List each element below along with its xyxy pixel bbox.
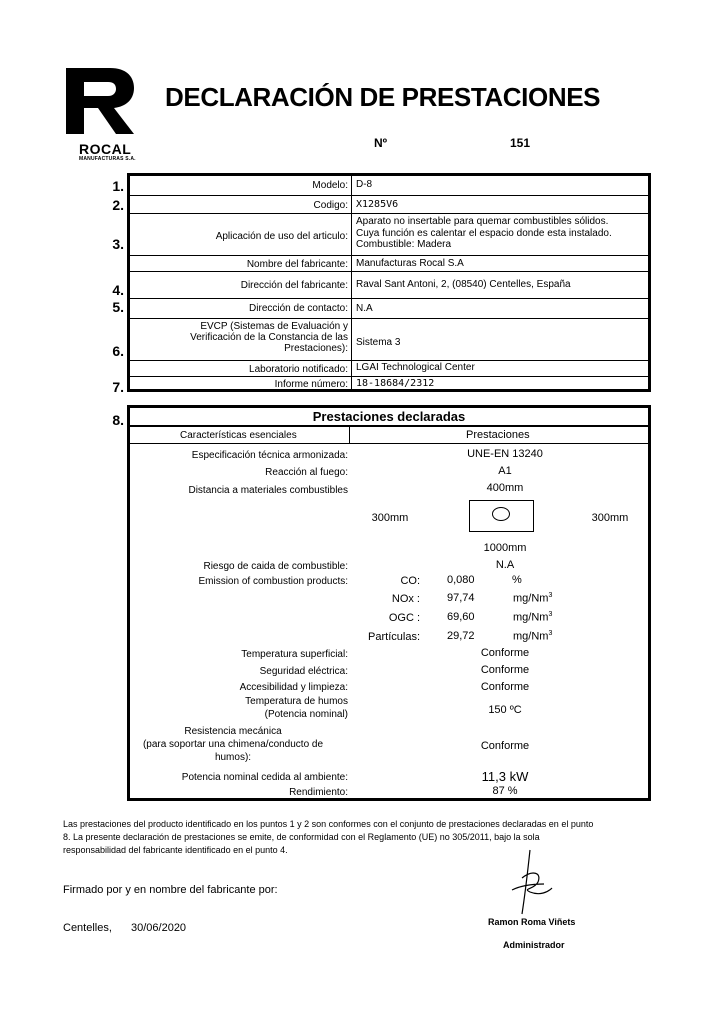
table-row [130, 318, 648, 361]
emission-name: CO: [400, 575, 420, 587]
distance-top: 400mm [486, 482, 524, 494]
lab-value: LGAI Technological Center [356, 362, 475, 373]
access-label: Accesibilidad y limpieza: [239, 682, 348, 693]
evcp-label-line: EVCP (Sistemas de Evaluación y [200, 321, 348, 332]
emission-value: 0,080 [447, 574, 475, 586]
model-value: D-8 [356, 179, 373, 190]
application-line: Combustible: Madera [356, 239, 452, 250]
mech-resistance-label-line: humos): [214, 752, 252, 763]
brand-name: ROCAL [79, 141, 132, 157]
mech-resistance-value: Conforme [480, 740, 530, 752]
emission-name: NOx : [391, 593, 420, 605]
yield-label: Rendimiento: [289, 787, 348, 798]
code-value: X1285V6 [356, 199, 399, 210]
emission-value: 69,60 [447, 611, 475, 623]
signed-by-text: Firmado por y en nombre del fabricante por: [63, 884, 278, 896]
distance-right: 300mm [591, 512, 629, 524]
fall-risk-label: Riesgo de caida de combustible: [203, 561, 348, 572]
emission-unit: % [512, 574, 522, 586]
row-number: 5. [112, 299, 124, 315]
row-number: 7. [112, 379, 124, 395]
performance-table [127, 405, 651, 801]
column-header-performance: Prestaciones [466, 429, 530, 441]
manufacturer-address-label: Dirección del fabricante: [240, 280, 348, 291]
power-label: Potencia nominal cedida al ambiente: [181, 772, 348, 783]
table-header-row [130, 427, 648, 444]
contact-address-label: Dirección de contacto: [249, 303, 348, 314]
smoke-temp-label-line: (Potencia nominal) [264, 709, 348, 720]
access-value: Conforme [480, 681, 530, 693]
evcp-label-line: Verificación de la Constancia de las [190, 332, 348, 343]
report-value: 18-18684/2312 [356, 378, 435, 389]
emission-value: 97,74 [447, 592, 475, 604]
signer-role: Administrador [503, 940, 565, 950]
surface-temp-value: Conforme [480, 647, 530, 659]
row-number: 3. [112, 236, 124, 252]
emission-name: OGC : [388, 612, 420, 624]
distance-label: Distancia a materiales combustibles [188, 485, 348, 496]
date: 30/06/2020 [131, 922, 187, 934]
column-header-characteristics: Características esenciales [180, 430, 297, 441]
emission-value: 29,72 [447, 630, 475, 642]
electric-safety-value: Conforme [480, 664, 530, 676]
performance-heading: Prestaciones declaradas [130, 408, 648, 427]
legal-line: responsabilidad del fabricante identificado en el punto 4. [63, 845, 288, 855]
fall-risk-value: N.A [495, 559, 515, 571]
fire-value: A1 [498, 465, 512, 477]
brand-subtitle: MANUFACTURAS S.A. [79, 156, 136, 162]
yield-value: 87 % [492, 785, 518, 797]
legal-statement [63, 818, 663, 857]
row-number: 4. [112, 282, 124, 298]
emission-unit: mg/Nm$^3$ [513, 592, 553, 605]
manufacturer-name-label: Nombre del fabricante: [246, 259, 348, 270]
table-row [130, 195, 648, 214]
legal-line: Las prestaciones del producto identificado en los puntos 1 y 2 son conformes con el conjunto de prestaciones declaradas en el punto [63, 819, 594, 829]
table-row [130, 376, 648, 390]
application-label: Aplicación de uso del articulo: [215, 231, 348, 242]
row-number: 1. [112, 178, 124, 194]
emission-unit: mg/Nm$^3$ [513, 611, 553, 624]
table-row [130, 176, 648, 195]
manufacturer-address-value: Raval Sant Antoni, 2, (08540) Centelles, España [356, 279, 571, 290]
place: Centelles, [63, 922, 112, 934]
electric-safety-label: Seguridad eléctrica: [259, 666, 348, 677]
contact-address-value: N.A [356, 303, 373, 314]
smoke-temp-label [245, 695, 348, 721]
mech-resistance-label-line: (para soportar una chimena/conducto de [142, 739, 324, 750]
application-line: Cuya función es calentar el espacio donde esta instalado. [356, 227, 612, 239]
rocal-logo [64, 66, 136, 136]
identification-table [127, 173, 651, 392]
code-label: Codigo: [313, 200, 348, 211]
fire-label: Reacción al fuego: [265, 467, 348, 478]
model-label: Modelo: [312, 180, 348, 191]
spec-value: UNE-EN 13240 [467, 448, 543, 460]
document-title: DECLARACIÓN DE PRESTACIONES [165, 82, 601, 112]
application-line: Aparato no insertable para quemar combustibles sólidos. [356, 216, 609, 227]
evcp-label-line: Prestaciones): [284, 343, 348, 354]
handwritten-signature [508, 848, 554, 916]
number-value: 151 [510, 136, 531, 150]
stove-diagram [469, 500, 534, 532]
spec-label: Especificación técnica armonizada: [191, 450, 348, 461]
table-row [130, 213, 648, 256]
stove-circle-icon [492, 507, 510, 521]
legal-line: 8. La presente declaración de prestaciones se emite, de conformidad con el Reglamento (UE) no 305/2011, bajo la sola [63, 832, 540, 842]
power-value: 11,3 kW [481, 769, 529, 784]
mech-resistance-label [118, 725, 348, 764]
distance-bottom: 1000mm [483, 542, 527, 554]
number-label: Nº [374, 136, 388, 150]
row-number: 6. [112, 343, 124, 359]
application-value [356, 216, 645, 251]
signer-name: Ramon Roma Viñets [488, 917, 576, 927]
emission-unit: mg/Nm$^3$ [513, 630, 553, 643]
evcp-value: Sistema 3 [356, 337, 401, 348]
row-number: 2. [112, 197, 124, 213]
table-row [130, 298, 648, 319]
smoke-temp-value: 150 ºC [488, 704, 522, 716]
lab-label: Laboratorio notificado: [249, 364, 348, 375]
mech-resistance-label-line: Resistencia mecánica [184, 726, 282, 737]
distance-left: 300mm [371, 512, 409, 524]
table-row [130, 360, 648, 377]
row-number: 8. [112, 412, 124, 428]
emission-name: Partículas: [368, 631, 420, 643]
smoke-temp-label-line: Temperatura de humos [245, 696, 348, 707]
table-row [130, 255, 648, 272]
table-row [130, 271, 648, 299]
report-label: Informe número: [274, 379, 348, 390]
emission-label: Emission of combustion products: [198, 576, 348, 587]
manufacturer-name-value: Manufacturas Rocal S.A [356, 258, 464, 269]
surface-temp-label: Temperatura superficial: [241, 649, 348, 660]
evcp-label [134, 321, 348, 354]
